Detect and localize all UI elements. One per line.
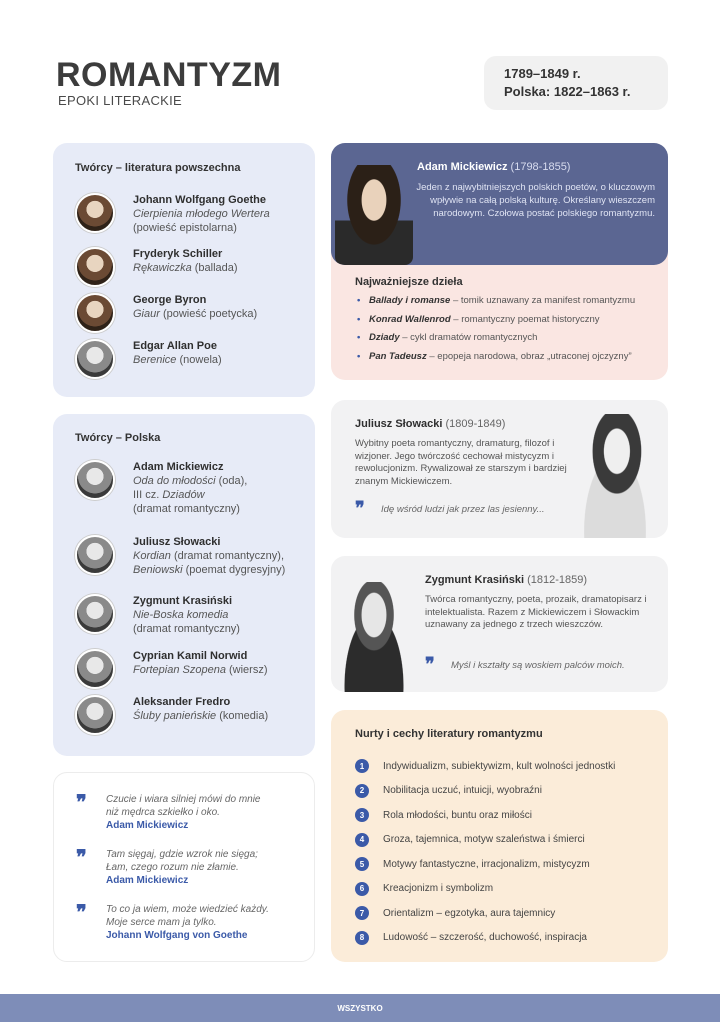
mickiewicz-heading <box>417 161 570 173</box>
work-desc: – cykl dramatów romantycznych <box>399 332 538 343</box>
quote-icon: ❞ <box>76 790 87 814</box>
person-work-type: (dramat romantyczny) <box>133 503 240 515</box>
number-badge: 3 <box>355 808 369 822</box>
schiller-portrait <box>75 247 115 287</box>
world-authors-card <box>53 143 315 397</box>
person-work-prefix: III cz. <box>133 489 163 501</box>
quote-author: Adam Mickiewicz <box>106 820 189 831</box>
quotes-card <box>53 772 315 962</box>
krasinski-bio-portrait <box>331 582 417 692</box>
person-work: Kordian <box>133 550 171 562</box>
person-work-type: (wiersz) <box>225 664 268 676</box>
work-title: Pan Tadeusz <box>369 350 427 362</box>
footer-bar <box>0 994 720 1022</box>
krasinski-quote <box>425 656 625 674</box>
person-mickiewicz <box>75 460 247 516</box>
quote-item <box>76 790 261 832</box>
person-work: Śluby panieńskie <box>133 710 217 722</box>
person-name: Fryderyk Schiller <box>133 248 223 260</box>
footer-logo[interactable]: WSZYSTKO <box>337 1003 383 1013</box>
mickiewicz-card <box>331 143 668 265</box>
works-item <box>357 292 635 311</box>
quote-author: Johann Wolfgang von Goethe <box>106 930 248 941</box>
quote-icon: ❞ <box>76 845 87 869</box>
person-work: Nie-Boska komedia <box>133 609 229 621</box>
goethe-portrait <box>75 193 115 233</box>
polish-authors-title: Twórcy – Polska <box>75 432 161 444</box>
bio-years: (1798-1855) <box>507 161 571 173</box>
nurty-text: Nobilitacja uczuć, intuicji, wyobraźni <box>383 785 542 797</box>
world-authors-title: Twórcy – literatura powszechna <box>75 162 241 174</box>
nurty-text: Kreacjonizm i symbolizm <box>383 883 494 895</box>
person-work-type: (oda), <box>215 475 248 487</box>
person-slowacki <box>75 535 285 577</box>
person-name: Johann Wolfgang Goethe <box>133 194 267 206</box>
nurty-text: Groza, tajemnica, motyw szaleństwa i śmierci <box>383 834 585 846</box>
nurty-text: Indywidualizm, subiektywizm, kult wolności jednostki <box>383 760 616 772</box>
person-fredro <box>75 695 268 735</box>
fredro-portrait <box>75 695 115 735</box>
number-badge: 1 <box>355 759 369 773</box>
nurty-card <box>331 710 668 962</box>
quote-text: Myśl i kształty są woskiem palców moich. <box>451 659 625 671</box>
quote-line: Czucie i wiara silniej mówi do mnie <box>106 794 261 805</box>
work-title: Dziady <box>369 332 400 343</box>
number-badge: 4 <box>355 833 369 847</box>
person-work: Oda do młodości <box>133 475 216 487</box>
krasinski-heading <box>425 574 587 586</box>
dates-poland: Polska: 1822–1863 r. <box>504 84 631 99</box>
quote-line: To co ja wiem, może wiedzieć każdy. <box>106 904 269 915</box>
slowacki-portrait <box>75 535 115 575</box>
dates-box <box>484 56 668 110</box>
person-name: George Byron <box>133 294 207 306</box>
person-krasinski <box>75 594 240 636</box>
works-item <box>357 329 635 348</box>
person-name: Juliusz Słowacki <box>133 536 221 548</box>
person-work-type: (dramat romantyczny) <box>133 623 240 635</box>
nurty-title: Nurty i cechy literatury romantyzmu <box>355 728 543 740</box>
works-item <box>357 311 635 330</box>
slowacki-bio-portrait <box>567 414 663 538</box>
works-item <box>357 348 635 367</box>
number-badge: 8 <box>355 931 369 945</box>
person-work-type: (powieść epistolarna) <box>133 222 237 234</box>
person-work-type: (ballada) <box>191 262 238 274</box>
work-desc: – epopeja narodowa, obraz „utraconej ojczyzny” <box>426 350 632 362</box>
bio-years: (1812-1859) <box>524 574 588 586</box>
poe-portrait <box>75 339 115 379</box>
mickiewicz-bio-portrait <box>335 165 413 265</box>
slowacki-card <box>331 400 668 538</box>
krasinski-card <box>331 556 668 692</box>
person-work-type: (powieść poetycka) <box>159 308 258 320</box>
mickiewicz-portrait <box>75 460 115 500</box>
nurty-item <box>355 901 615 926</box>
bio-name: Adam Mickiewicz <box>417 161 508 173</box>
mickiewicz-desc: Jeden z najwybitniejszych polskich poetów, o kluczowym wpływie na całą polską kulturę. Określany wieszczem narodowym. Czołowa postać polskiego romantyzmu. <box>416 182 655 219</box>
nurty-item <box>355 926 615 951</box>
dates-world: 1789–1849 r. <box>504 66 581 81</box>
quote-line: Moje serce mam ja tylko. <box>106 917 217 928</box>
bio-name: Juliusz Słowacki <box>355 418 443 430</box>
person-norwid <box>75 649 268 689</box>
person-work: Rękawiczka <box>133 262 192 274</box>
work-desc: – tomik uznawany za manifest romantyzmu <box>450 295 636 306</box>
page-subtitle: EPOKI LITERACKIE <box>58 93 183 108</box>
person-work-type: (komedia) <box>216 710 269 722</box>
person-work-type: (poemat dygresyjny) <box>182 564 286 576</box>
quote-author: Adam Mickiewicz <box>106 875 189 886</box>
nurty-item <box>355 877 615 902</box>
krasinski-desc: Twórca romantyczny, poeta, prozaik, dramatopisarz i intelektualista. Razem z Mickiewiczem i Słowackim uznawany za jednego z trzech wieszczów. <box>425 594 647 630</box>
person-name: Edgar Allan Poe <box>133 340 217 352</box>
work-title: Ballady i romanse <box>369 295 451 306</box>
person-work-type: (nowela) <box>176 354 222 366</box>
person-name: Zygmunt Krasiński <box>133 595 233 607</box>
nurty-item <box>355 754 615 779</box>
works-title: Najważniejsze dzieła <box>355 276 463 288</box>
person-work: Giaur <box>133 308 160 320</box>
person-name: Adam Mickiewicz <box>133 461 224 473</box>
nurty-text: Ludowość – szczerość, duchowość, inspiracja <box>383 932 587 944</box>
number-badge: 2 <box>355 784 369 798</box>
polish-authors-card <box>53 414 315 756</box>
page-title: ROMANTYZM <box>56 56 282 94</box>
person-poe <box>75 339 222 379</box>
nurty-item <box>355 852 615 877</box>
person-work: Dziadów <box>162 489 205 501</box>
quote-item <box>76 900 269 942</box>
work-desc: – romantyczny poemat historyczny <box>450 313 600 325</box>
byron-portrait <box>75 293 115 333</box>
quote-text: Idę wśród ludzi jak przez las jesienny... <box>381 503 545 515</box>
bio-years: (1809-1849) <box>442 418 506 430</box>
nurty-item <box>355 828 615 853</box>
person-schiller <box>75 247 238 287</box>
work-title: Konrad Wallenrod <box>369 313 451 325</box>
number-badge: 5 <box>355 857 369 871</box>
quote-icon: ❞ <box>76 900 87 924</box>
krasinski-portrait <box>75 594 115 634</box>
slowacki-desc: Wybitny poeta romantyczny, dramaturg, filozof i wizjoner. Jego twórczość cechował mistycyzm i rewolucjonizm. Rywalizował ze starszym i bardziej znanym Mickiewiczem. <box>355 438 567 487</box>
person-work: Cierpienia młodego Wertera <box>133 208 270 220</box>
number-badge: 7 <box>355 906 369 920</box>
person-work: Berenice <box>133 354 177 366</box>
nurty-text: Rola młodości, buntu oraz miłości <box>383 809 532 821</box>
quote-line: Łam, czego rozum nie złamie. <box>106 862 239 873</box>
person-work-type: (dramat romantyczny), <box>170 550 285 562</box>
nurty-item <box>355 779 615 804</box>
nurty-item <box>355 803 615 828</box>
norwid-portrait <box>75 649 115 689</box>
person-name: Cyprian Kamil Norwid <box>133 650 248 662</box>
person-byron <box>75 293 257 333</box>
person-work: Fortepian Szopena <box>133 664 226 676</box>
quote-icon: ❞ <box>425 654 435 675</box>
quote-icon: ❞ <box>355 498 365 519</box>
quote-item <box>76 845 258 887</box>
quote-line: Tam sięgaj, gdzie wzrok nie sięga; <box>106 849 258 860</box>
nurty-text: Motywy fantastyczne, irracjonalizm, mistycyzm <box>383 858 590 870</box>
person-goethe <box>75 193 270 235</box>
person-work: Beniowski <box>133 564 183 576</box>
nurty-text: Orientalizm – egzotyka, aura tajemnicy <box>383 907 556 919</box>
bio-name: Zygmunt Krasiński <box>425 574 525 586</box>
slowacki-heading <box>355 418 505 430</box>
person-name: Aleksander Fredro <box>133 696 231 708</box>
quote-line: niż mędrca szkiełko i oko. <box>106 807 220 818</box>
number-badge: 6 <box>355 882 369 896</box>
slowacki-quote <box>355 500 545 518</box>
